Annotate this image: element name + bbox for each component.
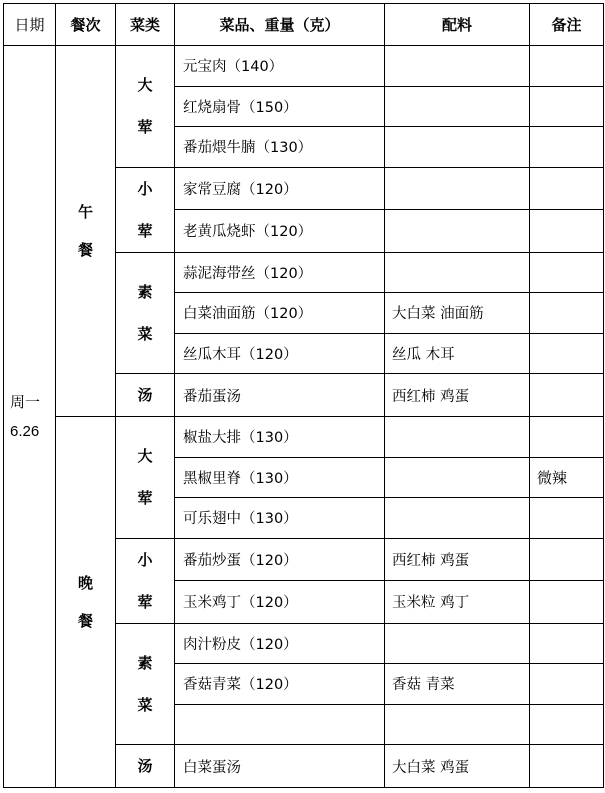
dish-ingredients — [385, 704, 530, 745]
category-char: 菜 — [137, 324, 153, 343]
dish-name: 椒盐大排（130） — [175, 417, 385, 458]
category-char: 荤 — [137, 592, 153, 611]
category-char: 小 — [137, 179, 153, 198]
dish-name: 玉米鸡丁（120） — [175, 581, 385, 624]
dish-note — [530, 333, 604, 374]
dish-note — [530, 167, 604, 210]
dish-note — [530, 745, 604, 788]
dish-name: 元宝肉（140） — [175, 46, 385, 87]
table-row — [4, 46, 604, 87]
meal-dinner-char2: 餐 — [78, 612, 94, 630]
dish-note — [530, 664, 604, 705]
date-cell — [4, 46, 56, 788]
header-row — [4, 4, 604, 46]
dish-note — [530, 127, 604, 168]
dish-ingredients — [385, 623, 530, 664]
dish-name: 白菜油面筋（120） — [175, 293, 385, 334]
dish-ingredients — [385, 46, 530, 87]
dish-note — [530, 581, 604, 624]
dish-note — [530, 417, 604, 458]
category-char: 荤 — [137, 118, 153, 137]
header-meal: 餐次 — [56, 4, 116, 46]
dish-ingredients — [385, 127, 530, 168]
dish-ingredients: 丝瓜 木耳 — [385, 333, 530, 374]
menu-table — [3, 3, 604, 788]
category-char: 素 — [137, 653, 153, 672]
meal-lunch-cell — [56, 46, 116, 417]
dish-note — [530, 293, 604, 334]
meal-dinner-cell — [56, 417, 116, 788]
dish-ingredients: 玉米粒 鸡丁 — [385, 581, 530, 624]
date-label: 6.26 — [10, 422, 40, 440]
category-char: 荤 — [137, 221, 153, 240]
dish-ingredients — [385, 498, 530, 539]
dish-name: 蒜泥海带丝（120） — [175, 252, 385, 293]
dish-name: 白菜蛋汤 — [175, 745, 385, 788]
dish-ingredients: 大白菜 油面筋 — [385, 293, 530, 334]
category-char: 素 — [137, 282, 153, 301]
dish-ingredients — [385, 417, 530, 458]
dish-ingredients: 西红柿 鸡蛋 — [385, 538, 530, 581]
category-cell — [116, 374, 175, 417]
category-cell — [116, 745, 175, 788]
meal-dinner-char1: 晚 — [78, 574, 94, 592]
category-char: 汤 — [137, 757, 153, 775]
category-char: 荤 — [137, 489, 153, 508]
header-notes: 备注 — [530, 4, 604, 46]
dish-note — [530, 623, 604, 664]
category-cell — [116, 417, 175, 539]
category-cell — [116, 167, 175, 252]
dish-name: 家常豆腐（120） — [175, 167, 385, 210]
dish-name: 番茄蛋汤 — [175, 374, 385, 417]
header-category: 菜类 — [116, 4, 175, 46]
dish-name: 肉汁粉皮（120） — [175, 623, 385, 664]
dish-name: 老黄瓜烧虾（120） — [175, 210, 385, 253]
header-dish: 菜品、重量（克） — [175, 4, 385, 46]
dish-name: 番茄炒蛋（120） — [175, 538, 385, 581]
dish-note — [530, 210, 604, 253]
category-char: 大 — [137, 76, 153, 95]
dish-name: 可乐翅中（130） — [175, 498, 385, 539]
dish-note — [530, 86, 604, 127]
category-cell — [116, 46, 175, 168]
dish-note — [530, 498, 604, 539]
category-char: 小 — [137, 550, 153, 569]
dish-name: 红烧扇骨（150） — [175, 86, 385, 127]
dish-note — [530, 374, 604, 417]
dish-name: 香菇青菜（120） — [175, 664, 385, 705]
dish-ingredients — [385, 86, 530, 127]
category-cell — [116, 623, 175, 745]
category-cell — [116, 538, 175, 623]
dish-note — [530, 252, 604, 293]
dish-name: 丝瓜木耳（120） — [175, 333, 385, 374]
dish-note — [530, 538, 604, 581]
category-char: 菜 — [137, 695, 153, 714]
dish-ingredients: 西红柿 鸡蛋 — [385, 374, 530, 417]
dish-ingredients — [385, 252, 530, 293]
dish-note — [530, 46, 604, 87]
header-date: 日期 — [4, 4, 56, 46]
dish-ingredients — [385, 167, 530, 210]
dish-name: 番茄煨牛腩（130） — [175, 127, 385, 168]
dish-note — [530, 704, 604, 745]
dish-ingredients: 大白菜 鸡蛋 — [385, 745, 530, 788]
dish-ingredients: 香菇 青菜 — [385, 664, 530, 705]
category-char: 汤 — [137, 386, 153, 404]
dish-note: 微辣 — [530, 457, 604, 498]
table-row — [4, 417, 604, 458]
category-char: 大 — [137, 447, 153, 466]
dish-ingredients — [385, 210, 530, 253]
category-cell — [116, 252, 175, 374]
weekday-label: 周一 — [10, 392, 41, 411]
dish-name — [175, 704, 385, 745]
dish-name: 黑椒里脊（130） — [175, 457, 385, 498]
meal-lunch-char1: 午 — [78, 203, 94, 221]
header-ingredients: 配料 — [385, 4, 530, 46]
meal-lunch-char2: 餐 — [78, 241, 94, 259]
dish-ingredients — [385, 457, 530, 498]
